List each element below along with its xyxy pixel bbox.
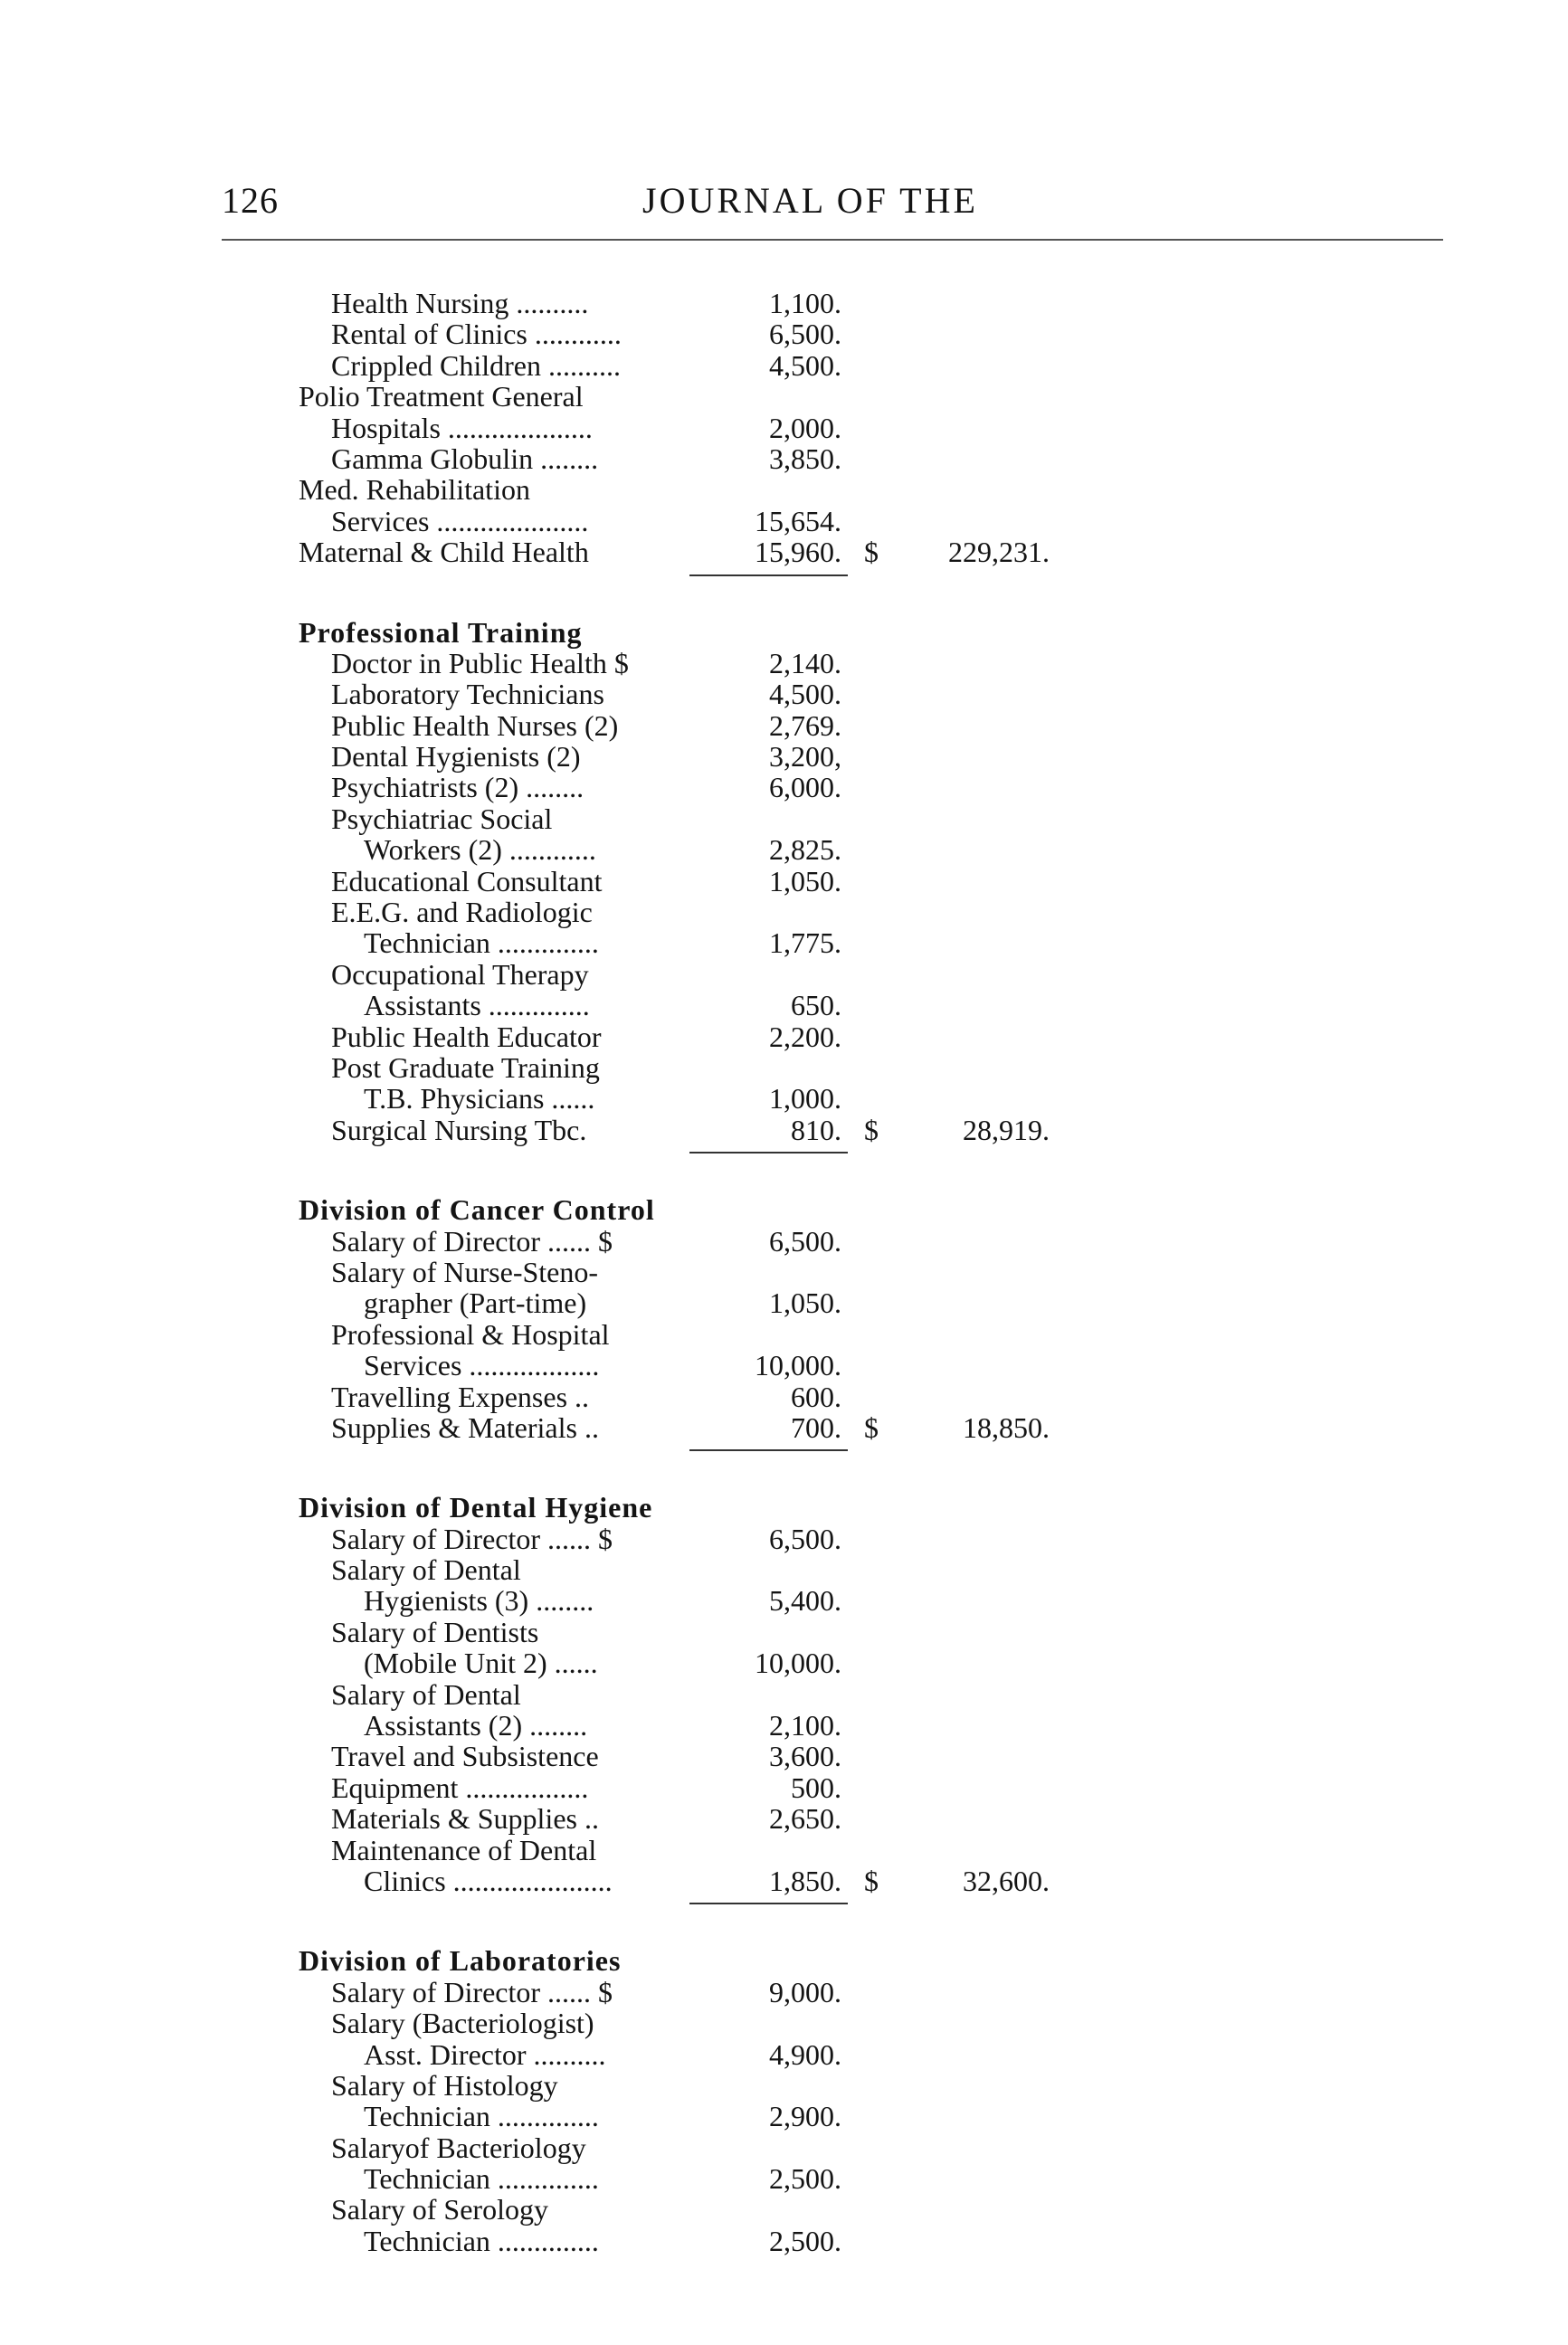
line-item-amount: 9,000.	[769, 1975, 841, 2008]
line-item-text: Doctor in Public Health $	[331, 646, 629, 679]
line-item-text: Surgical Nursing Tbc.	[331, 1113, 587, 1146]
budget-section	[299, 1916, 1113, 2256]
line-item-amount: 2,200.	[769, 1020, 841, 1053]
dollar-sign: $	[864, 536, 879, 569]
section-total: 28,919.	[963, 1113, 1050, 1146]
section-spacer	[299, 1463, 1113, 1492]
line-item-amount: 2,000.	[769, 411, 841, 444]
budget-row-line	[299, 1866, 1113, 1896]
budget-row-line	[299, 1350, 1113, 1381]
line-item-text: Hygienists (3) ........	[364, 1584, 594, 1618]
budget-row-line	[299, 648, 1113, 679]
budget-row-line	[299, 1287, 1113, 1318]
budget-row-line	[299, 1803, 1113, 1834]
budget-row-line	[299, 1741, 1113, 1771]
dollar-sign: $	[864, 1410, 879, 1444]
budget-section	[299, 288, 1113, 588]
budget-row-line	[299, 927, 1113, 958]
line-item-amount: 2,769.	[769, 708, 841, 742]
budget-row-line	[299, 1083, 1113, 1114]
line-item-text: grapher (Part-time)	[364, 1286, 587, 1320]
section-spacer	[299, 588, 1113, 617]
budget-row-line	[299, 679, 1113, 709]
budget-row-line	[299, 474, 1113, 505]
line-item-text: Asst. Director ..........	[364, 2037, 606, 2071]
line-item-amount: 3,850.	[769, 441, 841, 475]
line-item-text: Supplies & Materials ..	[331, 1410, 599, 1444]
subtotal-rule	[299, 1896, 1113, 1916]
budget-row-line	[299, 536, 1113, 567]
budget-listing	[299, 288, 1113, 2256]
line-item-amount: 6,500.	[769, 1224, 841, 1258]
budget-row-line	[299, 710, 1113, 741]
budget-row-line	[299, 506, 1113, 536]
line-item-amount: 10,000.	[755, 1647, 841, 1680]
line-item-text: Salary of Director ...... $	[331, 1975, 613, 2008]
line-item-text: Med. Rehabilitation	[299, 473, 530, 507]
line-item-text: Educational Consultant	[331, 864, 603, 897]
line-item-amount: 1,050.	[769, 1286, 841, 1320]
section-heading-text: Division of Dental Hygiene	[299, 1491, 653, 1524]
running-title: JOURNAL OF THE	[642, 180, 978, 221]
budget-row-line	[299, 288, 1113, 318]
budget-row-line	[299, 1772, 1113, 1803]
line-item-amount: 1,050.	[769, 864, 841, 897]
line-item-text: Health Nursing ..........	[331, 287, 589, 319]
line-item-text: Public Health Educator	[331, 1020, 602, 1053]
section-total: 32,600.	[963, 1864, 1050, 1897]
budget-section	[299, 1165, 1113, 1463]
line-item-text: Salaryof Bacteriology	[331, 2131, 586, 2164]
budget-row-line	[299, 1021, 1113, 1052]
line-item-amount: 4,500.	[769, 348, 841, 382]
budget-row-line	[299, 897, 1113, 927]
line-item-text: Hospitals ....................	[331, 411, 593, 444]
line-item-text: Salary of Director ...... $	[331, 1522, 613, 1555]
line-item-amount: 2,825.	[769, 833, 841, 867]
line-item-text: Occupational Therapy	[331, 957, 589, 991]
budget-row-line	[299, 959, 1113, 990]
line-item-amount: 4,900.	[769, 2037, 841, 2071]
line-item-text: Services ..................	[364, 1349, 600, 1382]
budget-row-line	[299, 443, 1113, 474]
section-total: 229,231.	[948, 536, 1050, 569]
line-item-text: Laboratory Technicians	[331, 678, 604, 711]
budget-row-line	[299, 741, 1113, 772]
budget-row-line	[299, 2226, 1113, 2256]
line-item-amount: 1,100.	[769, 287, 841, 319]
line-item-amount: 600.	[791, 1380, 841, 1413]
budget-row-line	[299, 1412, 1113, 1443]
page-number: 126	[222, 180, 279, 221]
budget-row-line	[299, 381, 1113, 412]
line-item-text: Rental of Clinics ............	[331, 318, 622, 351]
line-item-amount: 2,500.	[769, 2162, 841, 2196]
line-item-text: (Mobile Unit 2) ......	[364, 1647, 598, 1680]
line-item-text: Maintenance of Dental	[331, 1833, 597, 1866]
line-item-text: Psychiatrists (2) ........	[331, 771, 584, 804]
budget-row-line	[299, 1257, 1113, 1287]
budget-row-line	[299, 2070, 1113, 2101]
line-item-text: Professional & Hospital	[331, 1317, 610, 1351]
line-item-text: Equipment .................	[331, 1771, 589, 1804]
section-heading	[299, 1194, 1113, 1225]
budget-row-line	[299, 1052, 1113, 1083]
budget-row-line	[299, 2008, 1113, 2038]
budget-row-line	[299, 1115, 1113, 1145]
budget-row-line	[299, 1679, 1113, 1710]
line-item-amount: 6,000.	[769, 771, 841, 804]
line-item-text: Salary of Histology	[331, 2068, 558, 2102]
line-item-text: Salary of Dental	[331, 1677, 521, 1711]
line-item-text: T.B. Physicians ......	[364, 1082, 595, 1116]
header-rule	[222, 239, 1443, 241]
line-item-text: Assistants (2) ........	[364, 1709, 588, 1742]
budget-row-line	[299, 2101, 1113, 2131]
section-spacer	[299, 1165, 1113, 1194]
line-item-amount: 6,500.	[769, 318, 841, 351]
line-item-amount: 6,500.	[769, 1522, 841, 1555]
budget-row-line	[299, 413, 1113, 443]
subtotal-rule	[299, 1145, 1113, 1165]
page-header	[222, 179, 1443, 233]
budget-section	[299, 1463, 1113, 1916]
line-item-amount: 2,650.	[769, 1802, 841, 1836]
dollar-sign: $	[864, 1864, 879, 1897]
line-item-amount: 10,000.	[755, 1349, 841, 1382]
section-heading-text: Professional Training	[299, 615, 583, 649]
budget-row-line	[299, 318, 1113, 349]
line-item-text: Salary of Dentists	[331, 1615, 539, 1648]
line-item-text: Technician ..............	[364, 2162, 599, 2196]
line-item-text: Polio Treatment General	[299, 380, 584, 413]
line-item-text: Technician ..............	[364, 2224, 599, 2257]
line-item-text: Services .....................	[331, 504, 589, 537]
budget-row-line	[299, 1554, 1113, 1585]
line-item-text: Public Health Nurses (2)	[331, 708, 619, 742]
budget-row-line	[299, 1710, 1113, 1741]
budget-row-line	[299, 1617, 1113, 1647]
line-item-amount: 500.	[791, 1771, 841, 1804]
line-item-text: Salary of Director ...... $	[331, 1224, 613, 1258]
line-item-text: Materials & Supplies ..	[331, 1802, 599, 1836]
line-item-amount: 3,200,	[769, 740, 841, 774]
budget-row-line	[299, 1835, 1113, 1866]
line-item-text: Post Graduate Training	[331, 1050, 600, 1084]
line-item-text: Salary of Dental	[331, 1553, 521, 1587]
budget-row-line	[299, 2194, 1113, 2225]
line-item-amount: 700.	[791, 1410, 841, 1444]
line-item-text: Workers (2) ............	[364, 833, 596, 867]
section-heading	[299, 617, 1113, 648]
budget-row-line	[299, 772, 1113, 802]
line-item-amount: 15,960.	[755, 536, 841, 569]
line-item-text: Gamma Globulin ........	[331, 441, 599, 475]
line-item-text: Salary (Bacteriologist)	[331, 2007, 594, 2040]
budget-row-line	[299, 1585, 1113, 1616]
line-item-text: Salary of Nurse-Steno-	[331, 1255, 599, 1288]
line-item-text: Clinics ......................	[364, 1864, 613, 1897]
line-item-amount: 1,775.	[769, 926, 841, 960]
budget-row-line	[299, 866, 1113, 897]
line-item-amount: 650.	[791, 989, 841, 1022]
line-item-text: Technician ..............	[364, 926, 599, 960]
line-item-text: Crippled Children ..........	[331, 348, 621, 382]
line-item-text: Dental Hygienists (2)	[331, 740, 581, 774]
line-item-amount: 2,900.	[769, 2100, 841, 2133]
section-heading	[299, 1492, 1113, 1523]
budget-row-line	[299, 1319, 1113, 1350]
line-item-amount: 3,600.	[769, 1740, 841, 1773]
line-item-amount: 2,140.	[769, 646, 841, 679]
subtotal-rule	[299, 568, 1113, 588]
line-item-text: E.E.G. and Radiologic	[331, 896, 593, 929]
line-item-text: Technician ..............	[364, 2100, 599, 2133]
section-heading-text: Division of Cancer Control	[299, 1193, 655, 1227]
budget-row-line	[299, 803, 1113, 834]
dollar-sign: $	[864, 1113, 879, 1146]
budget-section	[299, 588, 1113, 1166]
budget-row-line	[299, 1381, 1113, 1412]
line-item-amount: 5,400.	[769, 1584, 841, 1618]
line-item-amount: 1,850.	[769, 1864, 841, 1897]
budget-row-line	[299, 1647, 1113, 1678]
budget-row-line	[299, 1226, 1113, 1257]
line-item-amount: 15,654.	[755, 504, 841, 537]
section-heading-text: Division of Laboratories	[299, 1944, 622, 1978]
budget-row-line	[299, 350, 1113, 381]
line-item-text: Travel and Subsistence	[331, 1740, 599, 1773]
budget-row-line	[299, 834, 1113, 865]
budget-row-line	[299, 990, 1113, 1021]
budget-row-line	[299, 2039, 1113, 2070]
line-item-amount: 2,100.	[769, 1709, 841, 1742]
line-item-text: Salary of Serology	[331, 2193, 548, 2226]
line-item-amount: 2,500.	[769, 2224, 841, 2257]
subtotal-rule	[299, 1443, 1113, 1463]
section-spacer	[299, 1916, 1113, 1945]
budget-row-line	[299, 1977, 1113, 2008]
line-item-amount: 1,000.	[769, 1082, 841, 1116]
line-item-text: Travelling Expenses ..	[331, 1380, 590, 1413]
budget-row-line	[299, 2132, 1113, 2163]
line-item-amount: 810.	[791, 1113, 841, 1146]
budget-row-line	[299, 1524, 1113, 1554]
line-item-text: Maternal & Child Health	[299, 536, 589, 569]
line-item-text: Psychiatriac Social	[331, 802, 553, 835]
section-total: 18,850.	[963, 1410, 1050, 1444]
line-item-amount: 4,500.	[769, 678, 841, 711]
section-heading	[299, 1945, 1113, 1976]
budget-row-line	[299, 2163, 1113, 2194]
line-item-text: Assistants ..............	[364, 989, 590, 1022]
